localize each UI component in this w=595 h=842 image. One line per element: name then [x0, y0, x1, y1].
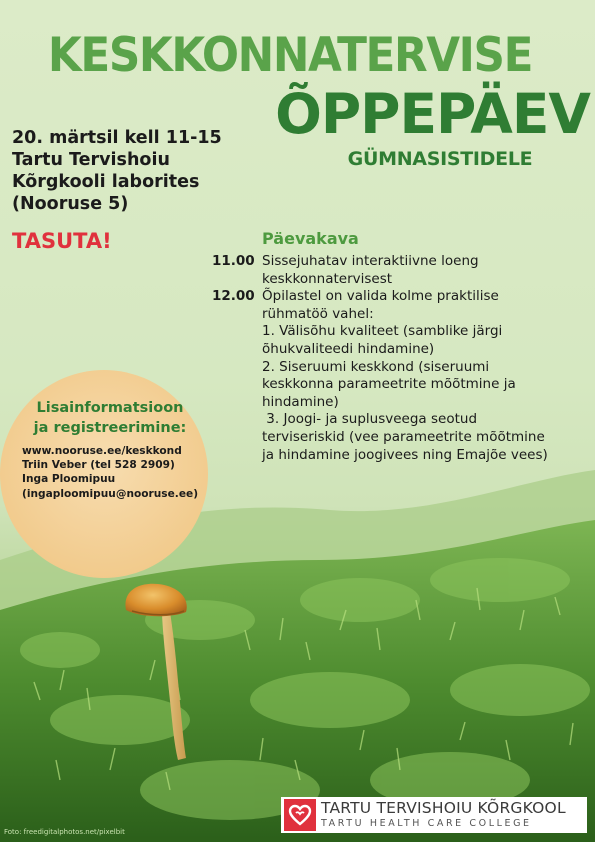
agenda-text-line: ja hindamine joogivees ning Emajõe vees)	[262, 446, 548, 463]
heart-logo-icon	[284, 799, 316, 831]
agenda-text-line: 1. Välisõhu kvaliteet (samblike järgi	[262, 323, 503, 340]
college-name-english: TARTU HEALTH CARE COLLEGE	[321, 818, 532, 829]
agenda-time: 12.00	[212, 288, 255, 305]
college-logo	[281, 797, 587, 833]
info-heading-line: Lisainformatsioon	[36, 400, 184, 416]
agenda-text-line: keskkonnatervisest	[262, 270, 393, 287]
title-line-2: ÕPPEPÄEV	[275, 82, 590, 146]
agenda-text-line: terviseriskid (vee parameetrite mõõtmine	[262, 428, 545, 445]
email-link[interactable]: (ingaploomipuu@nooruse.ee)	[22, 487, 199, 500]
photo-credit: Foto: freedigitalphotos.net/pixelbit	[4, 828, 125, 836]
agenda-text-line: rühmatöö vahel:	[262, 305, 374, 322]
college-name: TARTU TERVISHOIU KÕRGKOOL	[321, 799, 566, 817]
contact-info	[22, 444, 212, 501]
title-subtitle: GÜMNASISTIDELE	[347, 148, 533, 170]
event-address-line: (Nooruse 5)	[12, 194, 129, 214]
agenda-text-line: 2. Siseruumi keskkond (siseruumi	[262, 358, 490, 375]
agenda-heading: Päevakava	[262, 229, 359, 248]
agenda-item	[212, 288, 592, 464]
website-link[interactable]: www.nooruse.ee/keskkond	[22, 445, 182, 457]
info-heading	[18, 398, 202, 438]
agenda-item	[212, 253, 592, 288]
contact-person-line: Inga Ploomipuu	[22, 473, 116, 486]
event-details	[12, 127, 252, 215]
event-date-line: 20. märtsil kell 11-15	[12, 128, 222, 148]
agenda-text-line: keskkonna parameetrite mõõtmine ja	[262, 376, 516, 393]
agenda-text-line: Õpilastel on valida kolme praktilise	[262, 288, 499, 305]
contact-person-line: Triin Veber (tel 528 2909)	[22, 459, 175, 472]
agenda-description	[262, 288, 592, 464]
agenda-text-line: hindamine)	[262, 393, 339, 410]
agenda-text-line: õhukvaliteedi hindamine)	[262, 340, 435, 357]
agenda-text-line: 3. Joogi- ja suplusveega seotud	[262, 411, 478, 428]
title-line-1: KESKKONNATERVISE	[47, 28, 533, 83]
free-label: TASUTA!	[12, 229, 112, 253]
agenda-time: 11.00	[212, 253, 255, 269]
agenda-description	[262, 253, 592, 288]
info-heading-line: ja registreerimine:	[33, 420, 187, 436]
agenda-text-line: Sissejuhatav interaktiivne loeng	[262, 253, 479, 269]
event-place-line: Tartu Tervishoiu	[12, 150, 170, 170]
agenda-list	[212, 253, 592, 464]
event-place-line: Kõrgkooli laborites	[12, 172, 200, 192]
